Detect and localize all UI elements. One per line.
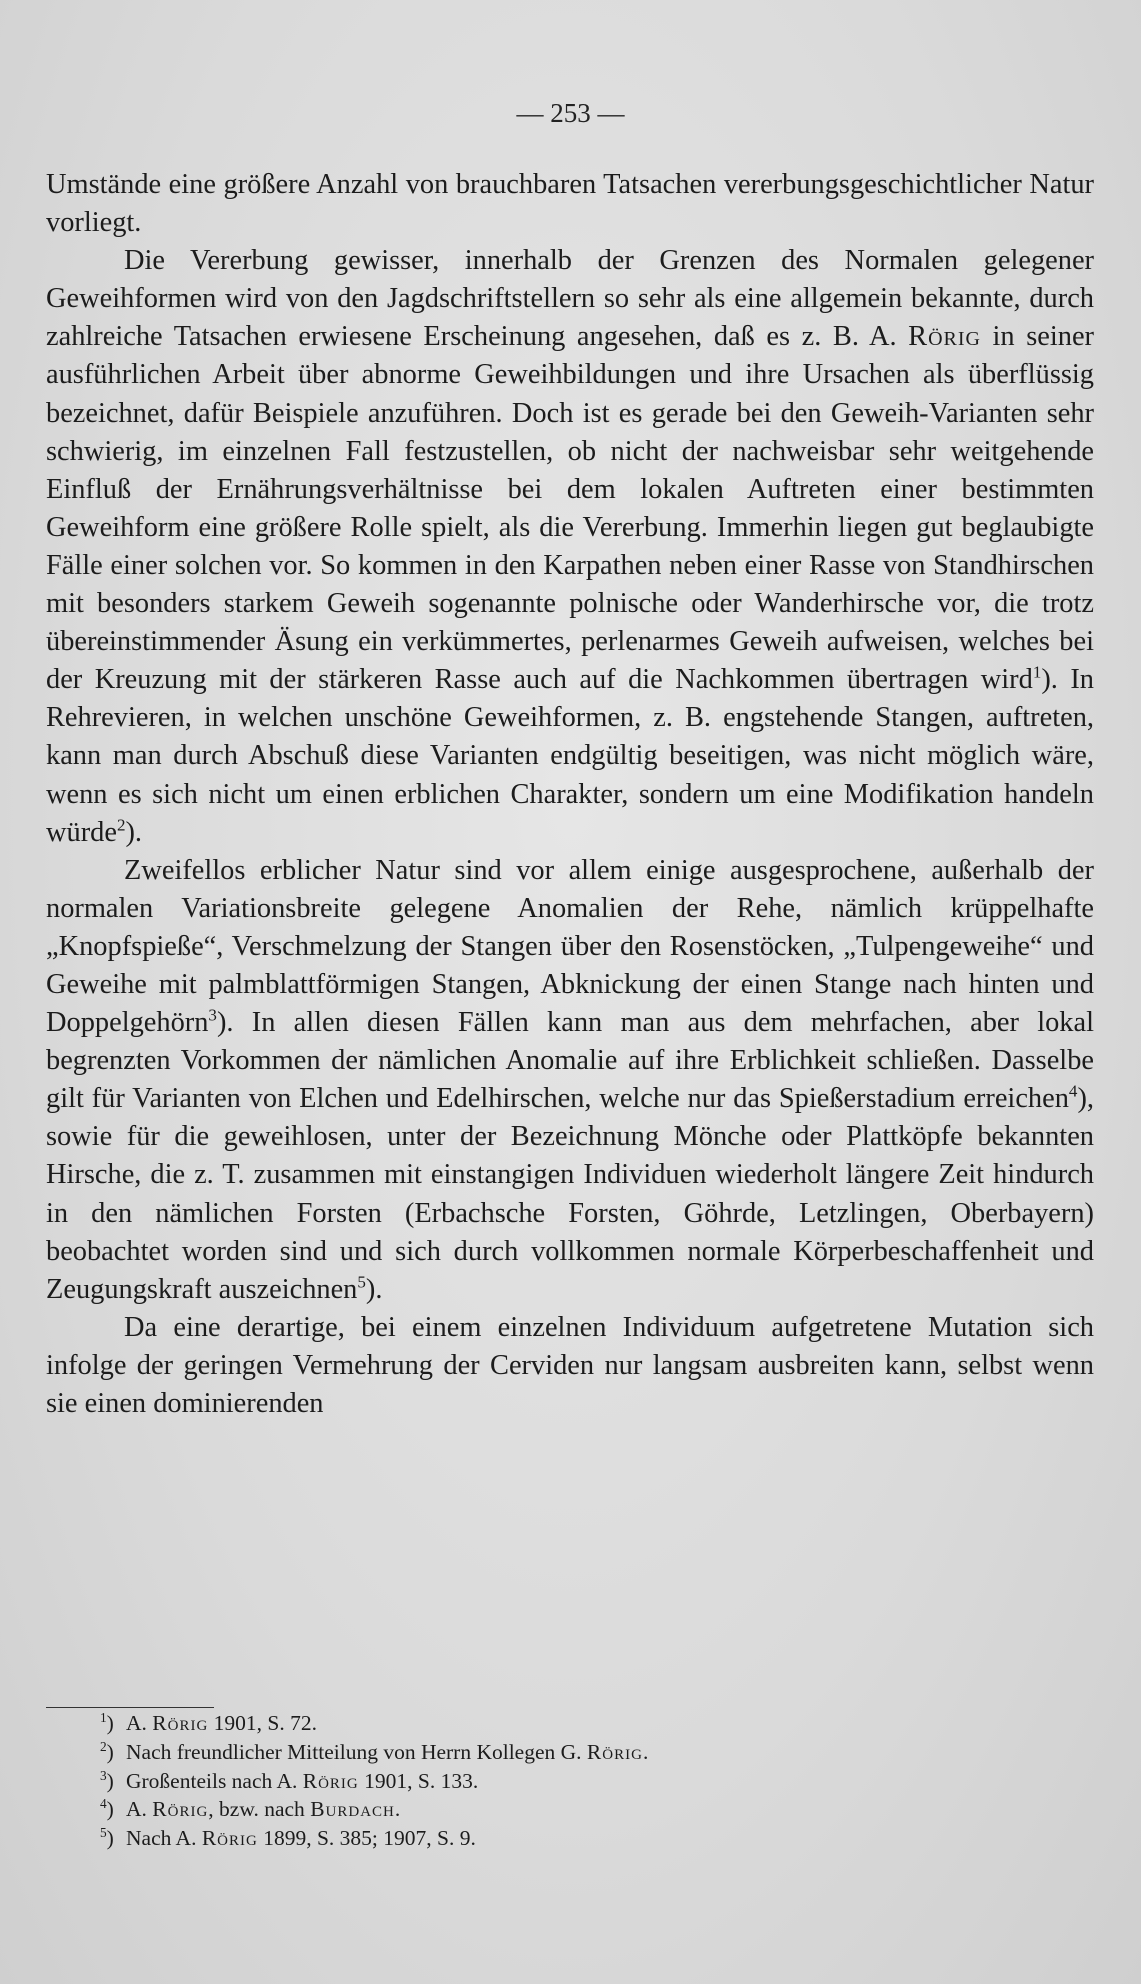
text-run: ), sowie für die geweihlosen, unter der Bezeichnung Mönche oder Plattköpfe bekannten Hirsche, die z. T. zusammen mit einstangigen Individuen wiederholt längere Zeit hindurch in den nämlichen Forsten (Erbachsche Forsten, Göhrde, Letzlingen, Oberbayern) beobachtet worden sind und sich durch vollkommen normale Körperbeschaffenheit und Zeugungskraft auszeichnen (46, 1083, 1094, 1305)
paragraph (46, 166, 1094, 242)
text-run: ). In Rehrevieren, in welchen unschöne Geweihformen, z. B. engstehende Stangen, auftreten, kann man durch Abschuß diese Varianten endgültig beseitigen, was nicht möglich wäre, wenn es sich nicht um einen erblichen Charakter, sondern um eine Modifikation handeln würde (46, 664, 1094, 848)
paragraph (46, 1309, 1094, 1423)
text-run: 1901, S. 133. (358, 1768, 479, 1793)
author-name: Burdach (310, 1797, 395, 1822)
footnote-reference: 5 (357, 1272, 366, 1292)
author-name: Rörig (908, 321, 981, 353)
text-run: ). (125, 816, 143, 848)
footnote-reference: 1 (1032, 662, 1042, 682)
text-run: ). (365, 1273, 383, 1305)
footnote-number: 1 (100, 1709, 107, 1725)
footnote-number: 5 (100, 1825, 107, 1841)
footnotes (100, 1709, 1026, 1853)
footnote-mark: $^5$) (100, 1825, 114, 1851)
footnote-mark: $^1$) (100, 1709, 114, 1735)
text-run: 1901, S. 72. (208, 1711, 318, 1735)
footnote-reference: 3 (208, 1005, 217, 1025)
footnote (100, 1824, 1026, 1853)
footnote-reference: 4 (1068, 1081, 1078, 1101)
text-run: A. (126, 1711, 153, 1735)
footnote (100, 1738, 1026, 1767)
text-run: Nach A. (126, 1826, 202, 1851)
footnote (100, 1767, 1026, 1796)
text-run: Zweifellos erblicher Natur sind vor allem einige ausgesprochene, außerhalb der normalen Variationsbreite gelegene Anomalien der Rehe, nämlich krüppelhafte „Knopfspieße“, Verschmelzung der Stangen über den Rosenstöcken, „Tulpengeweihe“ und Geweihe mit palmblattförmigen Stangen, Abknickung der einen Stange nach hinten und Doppelgehörn (46, 854, 1094, 1039)
author-name: Rörig (302, 1768, 359, 1793)
text-run: Da eine derartige, bei einem einzelnen Individuum aufgetretene Mutation sich infolge der geringen Vermehrung der Cerviden nur langsam ausbreiten kann, selbst wenn sie einen dominierenden (46, 1311, 1094, 1419)
footnote-separator (46, 1707, 214, 1708)
page-number: — 253 — (516, 98, 625, 128)
author-name: Rörig (152, 1711, 209, 1735)
text-run: . (642, 1739, 649, 1764)
footnote-number: 2 (100, 1738, 107, 1754)
text-run: , bzw. nach (208, 1797, 311, 1822)
text-run: in seiner ausführlichen Arbeit über abnorme Geweihbildungen und ihre Ursachen als überflüssig bezeichnet, dafür Beispiele anzuführen. Doch ist es gerade bei den Geweih-Varianten sehr schwierig, im einzelnen Fall festzustellen, ob nicht der nachweisbar sehr weitgehende Einfluß der Ernährungsverhältnisse bei dem lokalen Auftreten einer bestimmten Geweihform eine größere Rolle spielt, als die Vererbung. Immerhin liegen gut beglaubigte Fälle einer solchen vor. So kommen in den Karpathen neben einer Rasse von Standhirschen mit besonders starkem Geweih sogenannte polnische oder Wanderhirsche vor, die trotz übereinstimmender Äsung ein verkümmertes, perlenarmes Geweih aufweisen, welches bei der Kreuzung mit der stärkeren Rasse auch auf die Nachkommen übertragen wird (46, 321, 1094, 696)
text-run: ). In allen diesen Fällen kann man aus dem mehrfachen, aber lokal begrenzten Vorkommen der nämlichen Anomalie auf ihre Erblichkeit schließen. Dasselbe gilt für Varianten von Elchen und Edelhirschen, welche nur das Spießerstadium erreichen (46, 1007, 1094, 1115)
footnote (100, 1795, 1026, 1824)
footnote-mark: $^4$) (100, 1796, 114, 1822)
author-name: Rörig (152, 1797, 209, 1822)
footnote-number: 4 (100, 1796, 107, 1812)
text-run: Nach freundlicher Mitteilung von Herrn Kollegen G. (126, 1739, 587, 1764)
footnote (100, 1709, 1026, 1738)
text-run: Die Vererbung gewisser, innerhalb der Grenzen des Normalen gelegener Geweihformen wird von den Jagdschriftstellern so sehr als eine allgemein bekannte, durch zahlreiche Tatsachen erwiesene Erscheinung angesehen, daß es z. B. A. (46, 245, 1094, 353)
text-run: A. (126, 1797, 153, 1822)
author-name: Rörig (201, 1826, 258, 1851)
text-run: 1899, S. 385; 1907, S. 9. (257, 1826, 476, 1851)
footnote-number: 3 (100, 1767, 107, 1783)
author-name: Rörig (586, 1739, 643, 1764)
paragraph (46, 852, 1094, 1309)
text-run: Umstände eine größere Anzahl von brauchbaren Tatsachen vererbungsgeschichtlicher Natur vorliegt. (46, 169, 1094, 239)
footnote-mark: $^3$) (100, 1767, 114, 1793)
text-run: Großenteils nach A. (126, 1768, 303, 1793)
paragraph (46, 242, 1094, 852)
footnote-mark: $^2$) (100, 1738, 114, 1764)
body-text (46, 166, 1094, 1423)
footnote-reference: 2 (116, 815, 126, 835)
text-run: . (394, 1797, 401, 1822)
